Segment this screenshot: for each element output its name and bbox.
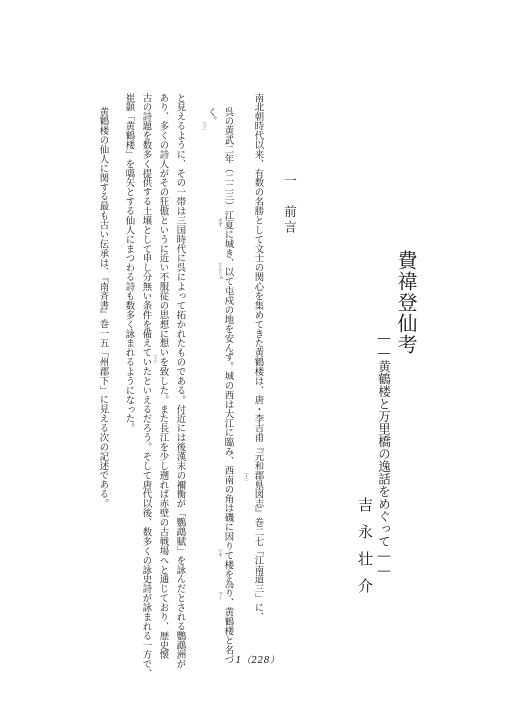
body-line-6: 古の詩題を数多く提供する土壌として申し分無い条件を備えていたといえるだろう。そして唐代以後、数多くの詠史詩が詠まれる一方で、 [140, 93, 152, 679]
article-title: 費禕登仙考 [394, 250, 418, 355]
body-line-3: く。 [205, 107, 217, 126]
page-number: 1（228） [235, 656, 280, 666]
article-subtitle: ――黄鶴楼と万里橋の逸話をめぐって―― [376, 330, 392, 578]
body-line-7: 崔顥「黄鶴楼」を嚆矢とする仙人にまつわる詩も数多く詠まれるようになった。 [123, 93, 135, 433]
body-line-2: 呉の黄武二年（二二三）江夏に城き、以て屯戍の地を安んず。城の西は大江に臨み、西南の角は磯に因りて楼を為り、黄鶴楼と名づ [222, 107, 234, 664]
body-line-1: 南北朝時代以来、有数の名勝として文士の関心を集めてきた黄鶴楼は、唐・李吉甫『元和郡県図志』巻二七「江南道三」に、 [252, 93, 264, 622]
note-marker-2: （２） [152, 352, 158, 366]
body-line-8: 黄鶴楼の仙人に関する最も古い伝承は、『南斉書』巻一五「州郡下」に見える次の記述である。 [97, 107, 109, 509]
author-name: 吉永壮介 [356, 497, 374, 605]
ruby-tsukuri: つく [217, 591, 223, 600]
note-marker-1: （１） [243, 470, 249, 484]
section-heading: 一 前言 [282, 174, 298, 236]
note-marker-3: （３） [201, 119, 207, 133]
ruby-iso: いそ [217, 548, 223, 557]
ruby-kizuki: きず [217, 218, 223, 227]
body-line-4: と見えるように、その一帯は三国時代に呉によって拓かれたものである。付近には後漢末の禰衡が「鸚鵡賦」を詠んだとされる鸚鵡洲が [174, 93, 186, 669]
body-line-5: あり、多くの詩人がその狂傲というに近い不服従の思想に想いを致した。また長江を少し遡れば赤壁の古戦場へと通じており、歴史懐 [157, 93, 169, 660]
ruby-tonju: とんじゅ [217, 262, 223, 280]
